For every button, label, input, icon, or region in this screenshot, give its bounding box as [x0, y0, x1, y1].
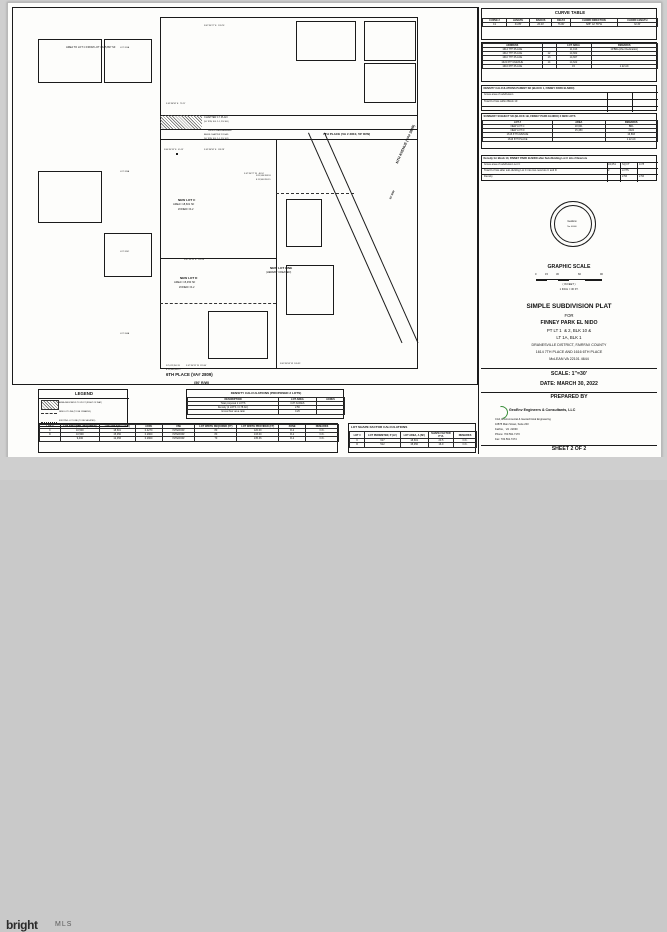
dblock-td: BRL	[605, 125, 658, 129]
curve-td: 26.00'	[530, 23, 552, 27]
mt-td: 70	[195, 437, 237, 441]
curve-th: CHORD DIRECTION	[571, 19, 617, 23]
plat-lot-desc-1: PT LT 1 & 2, BLK 10 &	[546, 328, 592, 333]
surveyor-seal-inner	[554, 205, 592, 243]
dblock-td: 1616 6TH AVENUE	[483, 133, 553, 137]
mt-td: 18,601	[99, 429, 135, 433]
legend-title: LEGEND	[75, 390, 93, 396]
bearing-label: N 44°34'33" E 45.19'	[164, 149, 184, 151]
7th-place-edge-bottom	[160, 129, 418, 130]
addr-th: REMARKS	[591, 44, 658, 48]
mt-td: 133.00	[237, 433, 279, 437]
dp-th: LOT AREA	[279, 398, 317, 402]
curve-td: C1	[483, 23, 507, 27]
new-lot-line-label: NEW LOT LINE	[270, 266, 293, 270]
mt-th: ACRE	[135, 425, 162, 429]
addr-td: 14	[542, 60, 556, 64]
legend-item-label: AREA DEDICATED TO VDOT (RIGHT OF WAY)	[59, 402, 102, 404]
dblock-td: 15,450	[553, 129, 606, 133]
ls-td: 512	[365, 443, 401, 447]
lot-shape-title: LOT SHAPE FACTOR CALCULATIONS	[351, 424, 408, 429]
adjacent-lot-mid-r2	[286, 265, 334, 315]
mt-td: D	[40, 433, 61, 437]
density-block10-table	[481, 155, 657, 181]
seal-number: No. 00000	[567, 226, 577, 228]
ls-th: LOT #	[350, 432, 365, 439]
mt-td	[40, 437, 61, 441]
addr-td: 1622 6TH AVENUE	[483, 60, 543, 64]
lot-c-west-line	[160, 139, 161, 369]
db10-row-label: Total # of lots after sub-dividing Lot C into two new lots C and D	[484, 168, 557, 172]
adjacent-lot-84a	[38, 171, 102, 223]
legend-box	[38, 389, 128, 427]
bearing-label: S 42°36'58" E 79.21'	[166, 103, 186, 105]
mt-th: LOT #	[40, 425, 61, 429]
mt-td: 10,500	[60, 429, 99, 433]
firm-name: GeoEnv Engineers & Consultants, LLC	[509, 408, 576, 412]
dblock-td: 1.22 AC	[605, 137, 658, 141]
lot-c-label: NEW LOT C	[178, 198, 196, 202]
scale-tick: 15	[545, 273, 548, 276]
coordinate-label: E 11,580.359.15	[256, 179, 271, 181]
db10-row-val: 2	[608, 168, 610, 172]
plat-sheet	[7, 2, 662, 459]
mt-td: INTERIOR	[162, 429, 195, 433]
adjacent-lot-right-3	[364, 63, 416, 103]
adjacent-lot-right-1	[296, 21, 356, 61]
plat-lot-desc-2: LT 1A, BLK 1	[556, 335, 582, 340]
mt-td: 135.36	[237, 437, 279, 441]
curve-td: S88° 42' 55"W	[571, 23, 617, 27]
scale-bar-white2	[569, 280, 585, 281]
lot-c-area: AREA= 18,601 SF	[173, 203, 195, 206]
adjacent-lot-bot	[208, 311, 268, 359]
plat-title-for: FOR	[564, 313, 574, 318]
dblock-td: 1616 6TH PLACE	[483, 137, 553, 141]
density-block-table	[481, 113, 657, 149]
curve-th: CURVE #	[483, 19, 507, 23]
density-parent-row: Total # of lots within Block 10	[484, 100, 518, 103]
mt-td: R-2	[279, 429, 306, 433]
sheet-number: SHEET 2 OF 2	[551, 446, 587, 452]
seal-text: GeoEnv	[567, 220, 577, 223]
dblock-th: AREA	[553, 121, 606, 125]
db10-row-val: 2.56	[622, 174, 628, 178]
addr-td	[542, 64, 556, 68]
scale-tick: 0	[535, 273, 537, 276]
addr-td: 10'BRL(After Dedication)	[591, 48, 658, 52]
firm-fax: Fax: 703.591.7474	[495, 438, 517, 441]
curve-th: LENGTH	[507, 19, 530, 23]
scale-tick: 90	[600, 273, 603, 276]
bearing-label: S 47°34'27" W 46.10'	[244, 173, 264, 175]
table-row	[483, 48, 658, 52]
coordinate-label: N 7,022,350.33	[166, 365, 180, 367]
adjacent-lot-83c	[104, 233, 152, 277]
curve-th: RADIUS	[530, 19, 552, 23]
mt-td: R-2	[279, 433, 306, 437]
legend-swatch-dedication	[41, 400, 59, 410]
scale-tick: 30	[556, 273, 559, 276]
dblock-td: 18,601	[553, 125, 606, 129]
mt-th: LOT WIDTH PROVIDED (FT)	[237, 425, 279, 429]
titleblock-rule-2	[481, 392, 657, 393]
scale-units: ( IN FEET )	[562, 283, 576, 286]
db10-row-label: Density	[484, 174, 493, 178]
lot-shape-table	[348, 423, 476, 453]
vdot-dedication-hatch	[160, 115, 202, 129]
ls-td: O.K.	[454, 443, 477, 447]
ls-th: LOT AREA, A (SF)	[400, 432, 428, 439]
addr-td: 14,667	[556, 56, 591, 60]
house-footprint-c	[176, 153, 178, 155]
addr-td: 15	[556, 64, 591, 68]
scale-ratio: 1 INCH = 30 FT.	[559, 288, 579, 291]
db10-row-label: Gross area of subdivision Lot C	[484, 163, 521, 166]
curve-table	[481, 8, 657, 40]
dp-th: ACRES	[316, 398, 344, 402]
mt-td: INTERIOR	[162, 433, 195, 437]
curve-table-title: CURVE TABLE	[554, 9, 586, 15]
density-parent-table	[481, 85, 657, 111]
density-proposed-title: DENSITY CALCULATIONS (PROPOSED 2 LOTS)	[230, 390, 302, 395]
mt-td: 120.00	[237, 429, 279, 433]
new-lot-line-note: (HEREBY CREATED)	[266, 271, 292, 274]
firm-address-line: Fairfax, VA 22030	[495, 428, 518, 431]
legend-item-label: NEW LOT LINE (TO BE CREATED)	[59, 411, 91, 413]
bright-logo: bright	[6, 918, 38, 932]
density-proposed-table	[186, 389, 344, 419]
plan-note: CHAPTER 17 PLAN	[204, 116, 228, 119]
mt-td: O.K.	[306, 433, 339, 437]
mt-td: O.K.	[306, 429, 339, 433]
scale-tick: 60	[578, 273, 581, 276]
table-row	[350, 443, 477, 447]
coordinate-label: E 11,580,326.72	[166, 369, 181, 371]
adjacent-lot-mid-r	[286, 199, 322, 247]
mt-th: ZONE	[279, 425, 306, 429]
street-7th-place: 7TH PLACE (VA # 2810, 50' R/W)	[323, 132, 371, 136]
dp-td: Density (2 LOTS / 0.78 AC)	[188, 406, 279, 410]
address-table	[481, 42, 657, 82]
ls-td: 15,450	[400, 443, 428, 447]
ls-th: LOT PERIMETER, P (LF)	[365, 432, 401, 439]
titleblock-divider	[478, 7, 479, 454]
addr-td: 1614 7TH PLACE	[483, 48, 543, 52]
bearing-label: S 47°34'33" W 123.00'	[186, 365, 207, 367]
mt-th: LOT AREA(MIN. REQUIRED)	[60, 425, 99, 429]
legend-swatch-newline	[41, 413, 57, 414]
addr-td: 1610 7TH PLACE	[483, 56, 543, 60]
dp-td: 0.26	[279, 410, 317, 414]
plat-subdivision-name: FINNEY PARK EL NIDO	[540, 320, 598, 326]
footer-bar	[0, 457, 667, 932]
db10-row-val2: 2.56	[639, 174, 645, 178]
street-nth-avenue-rw: 50' R/W	[389, 190, 396, 200]
mt-td: 10,500	[60, 433, 99, 437]
mt-td: INTERIOR	[162, 437, 195, 441]
addr-td: 1612 7TH PLACE	[483, 52, 543, 56]
mt-th: REMARKS	[306, 425, 339, 429]
dblock-td: 16,893	[605, 133, 658, 137]
7th-place-edge-mid	[160, 139, 418, 140]
mt-td: 0.2900	[135, 437, 162, 441]
lot-d-label: NEW LOT D	[180, 276, 198, 280]
density-parent-row: Gross area of subdivision	[484, 93, 514, 96]
plan-note: BEGIN CHAPTER 2 ROAD	[204, 134, 229, 136]
ls-td: 16.9	[428, 443, 453, 447]
table-row	[483, 23, 658, 27]
lot-d-area: AREA= 15,450 SF	[174, 281, 196, 284]
bearing-label: N 42°36'58" W 105.35'	[280, 363, 301, 365]
bright-mls-label: MLS	[55, 921, 73, 928]
plan-note-lot81a: LOT #81A	[120, 47, 130, 49]
dp-td: Gross floor area ratio	[188, 410, 279, 414]
plan-note-lot84a: LOT #84A	[120, 333, 130, 335]
dp-td: Total proposal 2 LOTS	[188, 402, 279, 406]
street-nth-avenue: NTH AVENUE (VA# 2809)	[395, 124, 416, 165]
dp-td: 2.56	[279, 406, 317, 410]
addr-td: 13	[542, 56, 556, 60]
plat-address: 1614 7TH PLACE AND 1616 6TH PLACE	[535, 350, 603, 354]
prepared-by-label: PREPARED BY	[550, 394, 588, 400]
coordinate-label: N 11,580.398.53	[256, 175, 271, 177]
dblock-th: LOT #	[483, 121, 553, 125]
addr-td: 14,662	[556, 52, 591, 56]
scale-bar-white	[547, 280, 558, 281]
addr-th: ADDRESS	[483, 44, 543, 48]
plan-note: (50' R/W, S.B. 2-1, PG 102)	[204, 138, 229, 140]
plat-title: SIMPLE SUBDIVISION PLAT	[526, 303, 612, 310]
bearing-label: N 47°34'33" E 118.28'	[184, 259, 205, 261]
plan-note: PEDESTRIAN EASEMENT	[208, 130, 233, 132]
dblock-th: REMARKS	[605, 121, 658, 125]
ls-th: REMARKS	[454, 432, 477, 439]
legend-item-label: EXISTING LOT LINE (TO BE VACATED)	[59, 420, 96, 422]
street-6th-place: 6TH PLACE (VA# 2809)	[166, 372, 213, 377]
firm-address-line: Civil, Environmental & Geotechnical Engineering	[495, 418, 551, 421]
ls-td: D	[350, 443, 365, 447]
density-block10-title: Density for Block 10, FINNEY PARK ELNIDO after Sub-Dividing Lot C into 2 New lots	[483, 156, 588, 160]
adjacent-lot-right-2	[364, 21, 416, 61]
db10-row-unit: LOTS	[622, 168, 629, 172]
lot-inner-vertical	[276, 139, 277, 369]
density-parent-title: DENSITY CALCULATIONS PARENT SD (BLOCK 1, FINNEY PARK ELNIDO)	[483, 86, 575, 90]
mt-td: 15,450	[99, 433, 135, 437]
main-lot-table	[38, 423, 338, 453]
lot-c-d-divider	[160, 258, 276, 259]
mt-td: R-2	[279, 437, 306, 441]
addr-td: 14,622	[556, 60, 591, 64]
bearing-label: N 47°34'27" E 120.76'	[204, 25, 225, 27]
density-block-title: SUMMARY SUBJECT SD (BLOCK 1B, FINNEY PARK ELNIDO) 2 NEW LOTS	[483, 114, 576, 118]
table-row	[40, 437, 339, 441]
curve-td: 34.85'	[507, 23, 530, 27]
titleblock-rule-1	[481, 368, 657, 369]
firm-phone: Phone: 703.591.7170	[495, 433, 520, 436]
dblock-td: NEW LOT D	[483, 129, 553, 133]
mt-td: C	[40, 429, 61, 433]
db10-row-unit: SQ FT	[622, 163, 630, 166]
mt-th: USE	[162, 425, 195, 429]
plan-note-lot83a: LOT #83A	[120, 171, 130, 173]
curve-td: 32.30'	[617, 23, 657, 27]
mt-td: 0.4270	[135, 429, 162, 433]
firm-address-line: 10875 Main Street, Suite 203	[495, 423, 529, 426]
ls-td: C	[350, 439, 365, 443]
dblock-td: NEW LOT C	[483, 125, 553, 129]
table-row	[483, 137, 658, 141]
plan-note: AREA TO LOT C FROM LOT 1A=5,897 SF	[66, 46, 116, 49]
vacated-lot-line	[276, 193, 354, 194]
plan-note-lot83c: LOT #83C	[120, 251, 130, 253]
new-lot-line	[160, 303, 276, 304]
addr-td: 1.22 AC	[591, 64, 658, 68]
table-row	[483, 64, 658, 68]
ls-td: O.K.	[454, 439, 477, 443]
curve-th: DELTA	[552, 19, 571, 23]
lot-d-zone: ZONED= R-2	[179, 286, 195, 289]
db10-row-val: 34,051	[608, 163, 616, 166]
ls-td: 20.5	[428, 439, 453, 443]
street-6th-place-rw: (50' R/W)	[194, 381, 210, 385]
addr-td: 12	[542, 52, 556, 56]
mt-th: LOT AREA(Provided)	[99, 425, 135, 429]
mt-td: 0.2900	[135, 433, 162, 437]
addr-th: LOT AREA	[556, 44, 591, 48]
db10-row-acre: 0.78	[639, 163, 645, 166]
graphic-scale-label: GRAPHIC SCALE	[547, 264, 591, 270]
dblock-td: 2022	[605, 129, 658, 133]
ls-td: 617	[365, 439, 401, 443]
addr-td: 11,013	[556, 48, 591, 52]
lot-c-zone: ZONED= R-2	[178, 208, 194, 211]
plat-district: DRANESVILLE DISTRICT, FAIRFAX COUNTY	[531, 343, 607, 347]
bearing-label: S 42°36'58" E 118.28'	[204, 149, 225, 151]
dp-td	[316, 410, 344, 414]
plat-date: DATE: MARCH 30, 2022	[540, 381, 598, 387]
plan-note: (50' R/W, S.B. 2-1, PG 300)	[204, 121, 229, 123]
dp-td: 0.87 ACRES	[279, 402, 317, 406]
table-row	[188, 410, 345, 414]
curve-td: 76.80'	[552, 23, 571, 27]
mt-th: LOT WIDTH REQUIRED (FT)	[195, 425, 237, 429]
mt-td: 9,400	[60, 437, 99, 441]
curve-th: CHORD LENGTH	[617, 19, 657, 23]
dblock-td	[553, 137, 606, 141]
mt-td: 80	[195, 433, 237, 437]
mt-td: 12,456	[99, 437, 135, 441]
plat-city: McLEAN VA 22101 4644	[549, 357, 589, 361]
plat-scale: SCALE: 1"=30'	[550, 371, 588, 377]
ls-th: SHAPE FACTOR P²/A	[428, 432, 453, 439]
ls-td: 18,601	[400, 439, 428, 443]
mt-td: O.K.	[306, 437, 339, 441]
addr-td: 1616 6TH PLACE	[483, 64, 543, 68]
dp-th: DESCRIPTION	[188, 398, 279, 402]
mt-td: 80	[195, 429, 237, 433]
